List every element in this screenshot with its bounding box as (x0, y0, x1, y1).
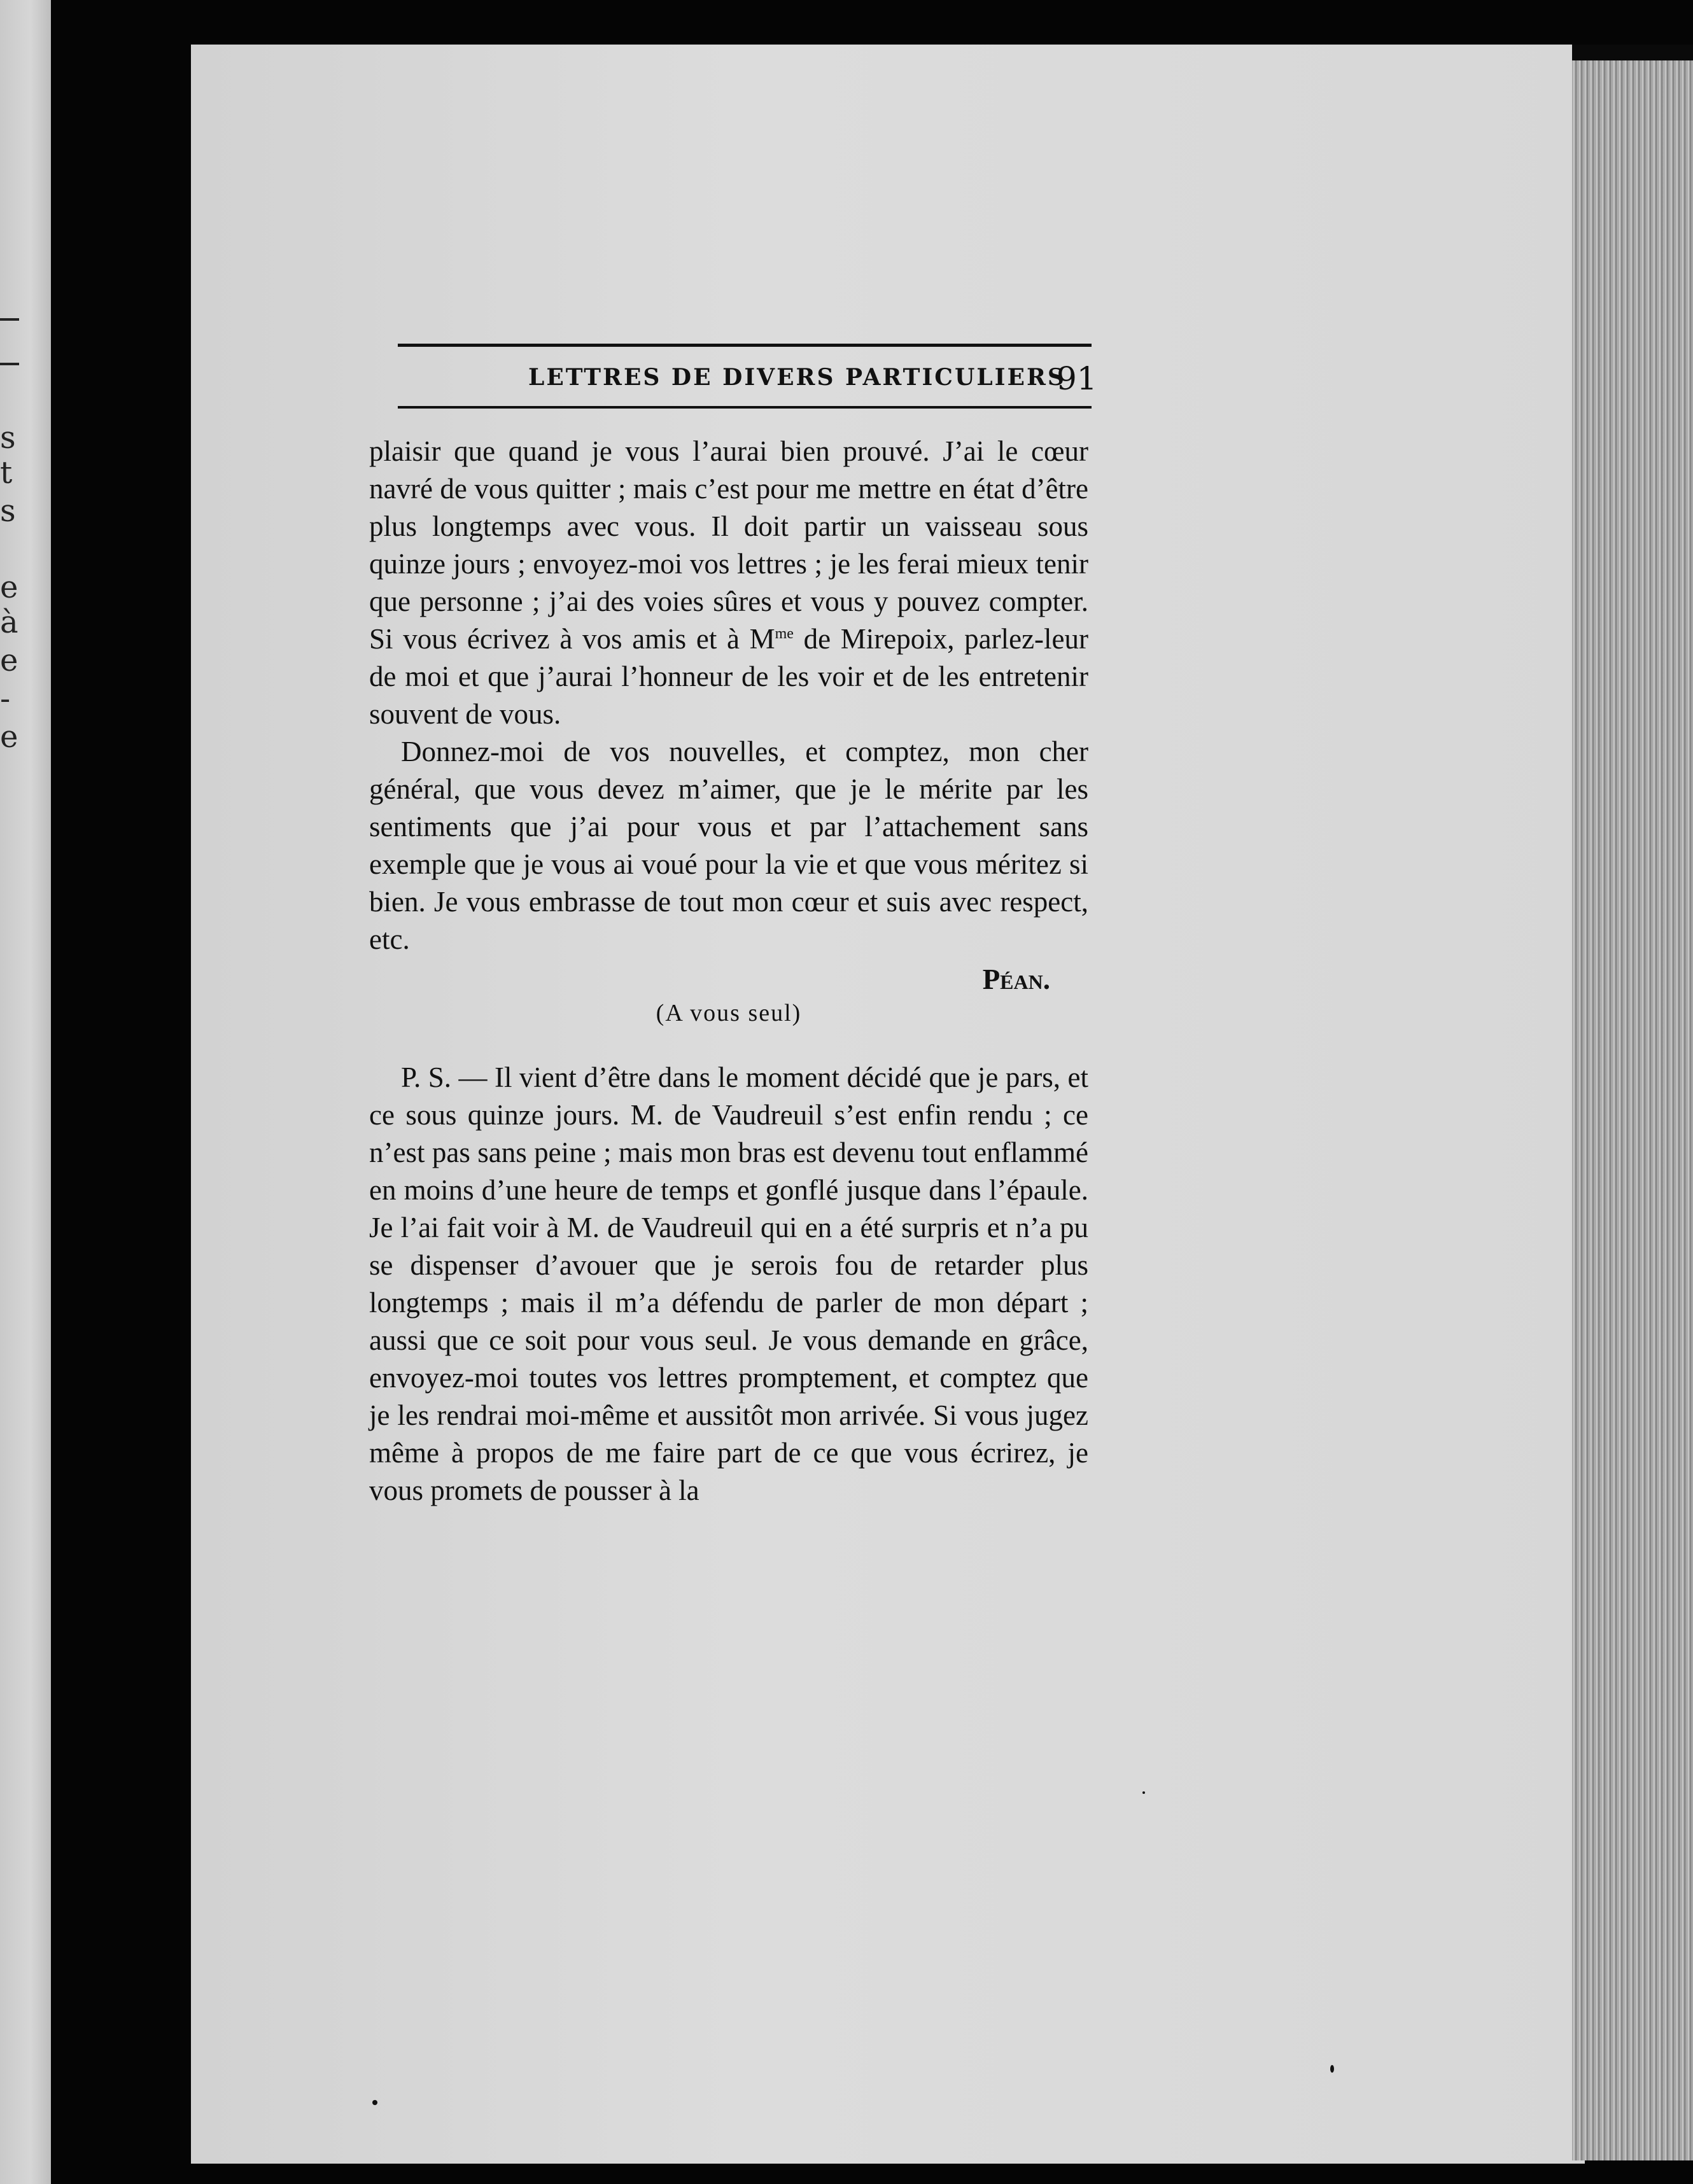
facing-page-fragment (0, 0, 51, 2184)
running-head: LETTRES DE DIVERS PARTICULIERS (528, 364, 1066, 391)
superscript: me (775, 626, 794, 642)
page-number: 91 (1057, 360, 1097, 397)
header-top-rule (398, 344, 1092, 347)
paragraph-text: plaisir que quand je vous l’aurai bien prouvé. J’ai le cœur navré de vous quitter ; mais c’est pour me mettre en état d’être plus longtemps avec vous. Il doit partir un vaisseau sous quinze jours ; envoyez-moi vos lettres ; je les ferai mieux tenir que personne ; j’ai des voies sûres et vous y pouvez compter. Si vous écrivez à vos amis et à M (369, 435, 1088, 655)
margin-fragment: t (0, 455, 13, 491)
paragraph-text: de Mirepoix, parlez-leur de moi et que j’aurai l’honneur de les voir et de les entretenir souvent de vous. (369, 623, 1088, 730)
margin-fragment: - (0, 681, 11, 717)
confidential-note: (A vous seul) (656, 1000, 802, 1026)
signature: Péan. (982, 963, 1050, 995)
book-gutter (51, 0, 197, 2184)
margin-rule (0, 363, 19, 365)
header-bottom-rule (398, 406, 1092, 409)
margin-fragment: e (0, 719, 18, 755)
print-speck (372, 2100, 377, 2105)
margin-fragment: e (0, 643, 18, 678)
margin-fragment: e (0, 570, 18, 605)
margin-rule (0, 318, 19, 321)
paragraph (369, 433, 1088, 733)
print-speck (1142, 1791, 1145, 1794)
paragraph: Donnez-moi de vos nouvelles, et comptez, mon cher général, que vous devez m’aimer, que je le mérite par les sentiments que j’ai pour vous et par l’attachement sans exemple que je vous ai voué pour la vie et que vous méritez si bien. Je vous embrasse de tout mon cœur et suis avec respect, etc. (369, 736, 1088, 955)
margin-fragment: s (0, 493, 16, 529)
margin-fragment: s (0, 420, 16, 456)
margin-fragment: à (0, 605, 18, 640)
page-edges (1572, 60, 1693, 2160)
print-speck (1330, 2065, 1334, 2073)
page-body (369, 433, 1088, 1509)
postscript: P. S. — Il vient d’être dans le moment décidé que je pars, et ce sous quinze jours. M. de Vaudreuil s’est enfin rendu ; ce n’est pas sans peine ; mais mon bras est devenu tout enflammé en moins d’une heure de temps et gonflé jusque dans l’épaule. Je l’ai fait voir à M. de Vaudreuil qui en a été surpris et n’a pu se dispenser d’avouer que je serois fou de retarder plus longtemps ; mais il m’a défendu de parler de mon départ ; aussi que ce soit pour vous seul. Je vous demande en grâce, envoyez-moi toutes vos lettres promptement, et comptez que je les rendrai moi-même et aussitôt mon arrivée. Si vous jugez même à propos de me faire part de ce que vous écrirez, je vous promets de pousser à la (369, 1061, 1088, 1506)
